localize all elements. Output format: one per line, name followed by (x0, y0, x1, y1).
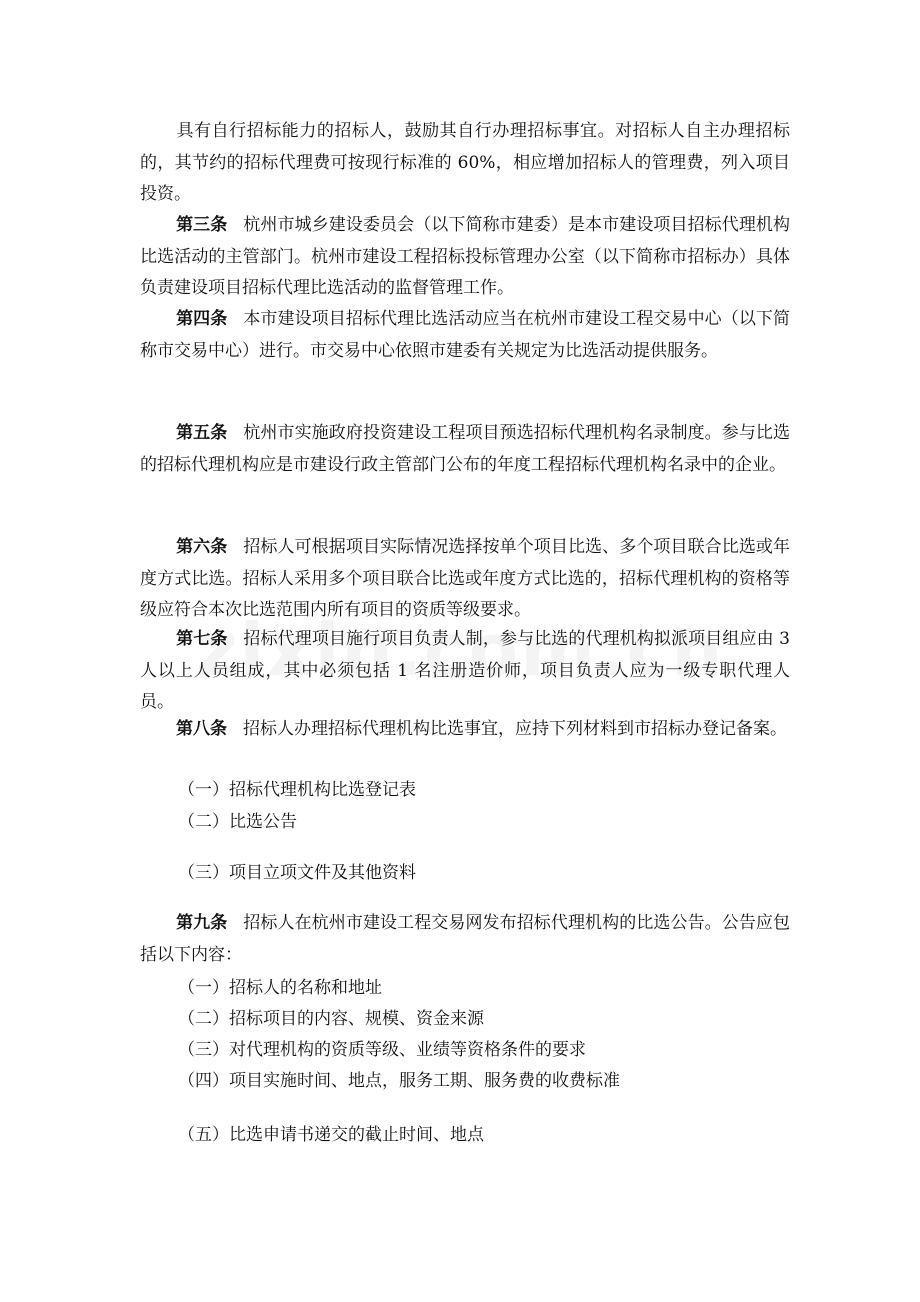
article-text: 招标代理项目施行项目负责人制，参与比选的代理机构拟派项目组应由 3 人以上人员组成，其中必须包括 1 名注册造价师，项目负责人应为一级专职代理人员。 (140, 629, 791, 712)
article-number: 第八条 (176, 719, 227, 739)
article-8 (140, 714, 790, 746)
article-text: 招标人办理招标代理机构比选事宜，应持下列材料到市招标办登记备案。 (243, 719, 787, 739)
article-text: 本市建设项目招标代理比选活动应当在杭州市建设工程交易中心（以下简称市交易中心）进行。市交易中心依照市建委有关规定为比选活动提供服务。 (140, 309, 790, 361)
article-4 (140, 304, 790, 367)
list-item: （三）项目立项文件及其他资料 (178, 863, 416, 883)
article-number: 第三条 (176, 215, 228, 235)
article-number: 第七条 (176, 629, 228, 649)
article-number: 第四条 (176, 309, 228, 329)
article-number: 第五条 (176, 423, 228, 443)
article-number: 第九条 (176, 913, 228, 933)
paragraph-intro (140, 116, 790, 211)
article-number: 第六条 (176, 537, 228, 557)
article-text: 杭州市实施政府投资建设工程项目预选招标代理机构名录制度。参与比选的招标代理机构应是市建设行政主管部门公布的年度工程招标代理机构名录中的企业。 (140, 423, 790, 475)
list-item: （一）招标人的名称和地址 (178, 978, 382, 998)
list-item: （一）招标代理机构比选登记表 (178, 780, 416, 800)
article-9 (140, 908, 790, 971)
article-text: 杭州市城乡建设委员会（以下简称市建委）是本市建设项目招标代理机构比选活动的主管部门。杭州市建设工程招标投标管理办公室（以下简称市招标办）具体负责建设项目招标代理比选活动的监督管理工作。 (140, 215, 790, 298)
article-6 (140, 532, 790, 627)
article-7 (140, 624, 790, 719)
article-text: 招标人在杭州市建设工程交易网发布招标代理机构的比选公告。公告应包括以下内容： (140, 913, 790, 965)
list-item: （四）项目实施时间、地点，服务工期、服务费的收费标准 (178, 1071, 620, 1091)
list-item: （五）比选申请书递交的截止时间、地点 (178, 1125, 484, 1145)
article-5 (140, 418, 790, 481)
article-3 (140, 210, 790, 305)
list-item: （二）比选公告 (178, 812, 297, 832)
list-item: （二）招标项目的内容、规模、资金来源 (178, 1009, 484, 1029)
paragraph-text: 具有自行招标能力的招标人，鼓励其自行办理招标事宜。对招标人自主办理招标的，其节约的招标代理费可按现行标准的 60%，相应增加招标人的管理费，列入项目投资。 (140, 121, 790, 204)
list-item: （三）对代理机构的资质等级、业绩等资格条件的要求 (178, 1040, 586, 1060)
article-text: 招标人可根据项目实际情况选择按单个项目比选、多个项目联合比选或年度方式比选。招标人采用多个项目联合比选或年度方式比选的，招标代理机构的资格等级应符合本次比选范围内所有项目的资质等级要求。 (140, 537, 790, 620)
